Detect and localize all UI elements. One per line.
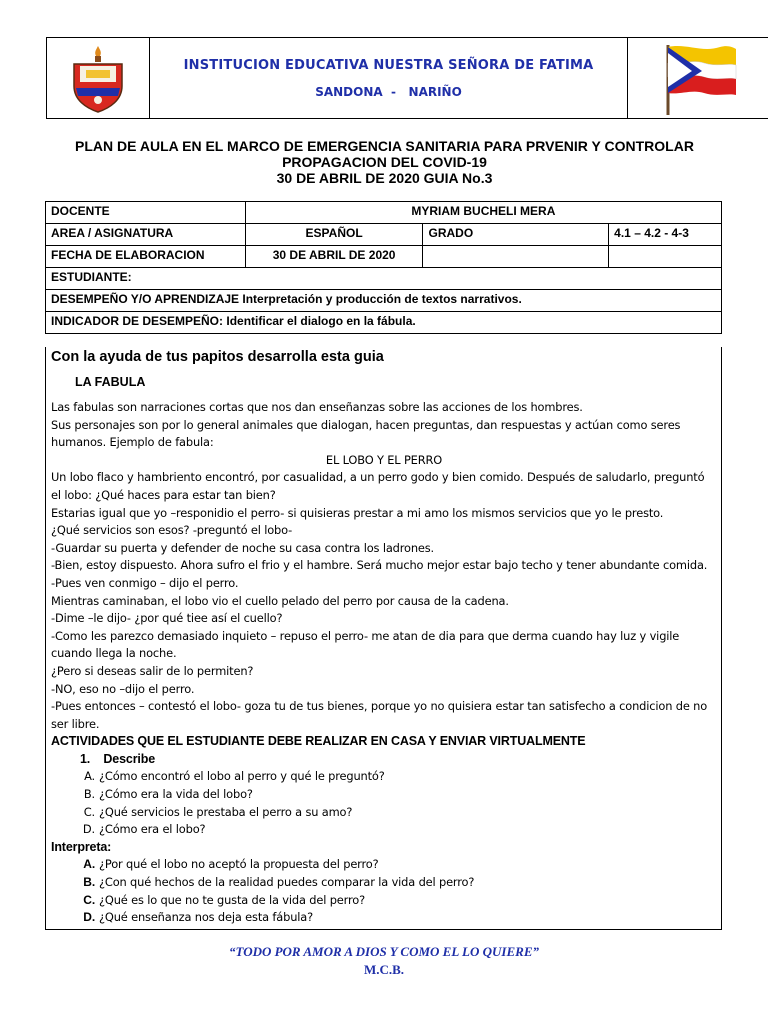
school-logo-cell — [47, 38, 150, 118]
guide-body — [51, 399, 717, 927]
desempeno-value: Interpretación y producción de textos narrativos. — [242, 292, 522, 306]
table-row — [46, 246, 722, 268]
indicador-label: INDICADOR DE DESEMPEÑO: — [51, 314, 224, 328]
list-item — [51, 804, 717, 822]
empty-cell — [423, 246, 609, 268]
empty-cell — [609, 246, 722, 268]
item-letter: C. — [83, 892, 95, 907]
grado-value: 4.1 – 4.2 - 4-3 — [609, 224, 722, 246]
table-row — [46, 268, 722, 290]
item-letter: A. — [83, 857, 95, 872]
story-line: -Bien, estoy dispuesto. Ahora sufro el frio y el hambre. Será mucho mejor estar bajo techo y tener abundante comida. — [51, 558, 708, 573]
info-table — [45, 201, 722, 334]
describe-heading — [51, 751, 717, 769]
grado-label: GRADO — [423, 224, 609, 246]
intro-line: humanos. Ejemplo de fabula: — [51, 435, 214, 450]
item-text: ¿Qué enseñanza nos deja esta fábula? — [99, 910, 314, 925]
fabula-heading: LA FABULA — [75, 375, 146, 389]
story-line: ser libre. — [51, 716, 100, 731]
flag-cell — [627, 38, 768, 118]
item-letter: C. — [83, 804, 95, 819]
story-line: -Guardar su puerta y defender de noche su casa contra los ladrones. — [51, 540, 435, 555]
list-item — [51, 874, 717, 892]
item-text: ¿Cómo era el lobo? — [99, 822, 206, 837]
item-text: ¿Cómo encontró el lobo al perro y qué le preguntó? — [99, 769, 385, 784]
table-row — [46, 224, 722, 246]
story-line: Estarias igual que yo –responidio el perro- si quisieras prestar a mi amo los mismos servicios que yo le presto. — [51, 505, 664, 520]
story-line: cuando llega la noche. — [51, 646, 177, 661]
story-line: Un lobo flaco y hambriento encontró, por casualidad, a un perro godo y bien comido. Después de saludarlo, preguntó — [51, 470, 705, 485]
story-line: el lobo: ¿Qué haces para estar tan bien? — [51, 487, 276, 502]
item-letter: D. — [83, 910, 95, 925]
intro-line: Sus personajes son por lo general animales que dialogan, hacen preguntas, dan respuestas y actúan como seres — [51, 417, 681, 432]
interpreta-heading: Interpreta: — [51, 839, 112, 854]
desempeno-label: DESEMPEÑO Y/O APRENDIZAJE — [51, 292, 240, 306]
item-text: ¿Qué es lo que no te gusta de la vida del perro? — [99, 892, 365, 907]
desempeno-row — [46, 290, 722, 312]
area-value: ESPAÑOL — [245, 224, 423, 246]
story-line: -Dime –le dijo- ¿por qué tiee así el cuello? — [51, 611, 283, 626]
story-line: ¿Qué servicios son esos? -preguntó el lobo- — [51, 523, 293, 538]
describe-list — [51, 768, 717, 838]
item-letter: A. — [84, 769, 95, 784]
item-letter: B. — [83, 875, 95, 890]
interpreta-list — [51, 856, 717, 926]
school-name: INSTITUCION EDUCATIVA NUESTRA SEÑORA DE FATIMA — [183, 57, 594, 73]
school-name-cell — [150, 38, 627, 118]
footer-motto: “TODO POR AMOR A DIOS Y COMO EL LO QUIERE” — [228, 944, 539, 959]
indicador-row — [46, 312, 722, 334]
list-item — [51, 892, 717, 910]
fecha-value: 30 DE ABRIL DE 2020 — [245, 246, 423, 268]
guide-heading: Con la ayuda de tus papitos desarrolla esta guia — [51, 349, 384, 365]
story-line: -Pues ven conmigo – dijo el perro. — [51, 575, 239, 590]
estudiante-label: ESTUDIANTE: — [46, 268, 722, 290]
indicador-value: Identificar el dialogo en la fábula. — [226, 314, 416, 328]
item-text: ¿Qué servicios le prestaba el perro a su amo? — [99, 804, 353, 819]
docente-value: MYRIAM BUCHELI MERA — [245, 202, 721, 224]
list-item — [51, 821, 717, 839]
item-text: ¿Cómo era la vida del lobo? — [99, 787, 253, 802]
fecha-label: FECHA DE ELABORACION — [46, 246, 246, 268]
activities-title: ACTIVIDADES QUE EL ESTUDIANTE DEBE REALIZAR EN CASA Y ENVIAR VIRTUALMENTE — [51, 734, 586, 749]
table-row — [46, 312, 722, 334]
municipal-flag-logo — [662, 39, 742, 117]
table-row — [46, 202, 722, 224]
list-item — [51, 909, 717, 927]
footer-initials: M.C.B. — [363, 962, 405, 977]
guide-content-box — [45, 347, 722, 930]
item-text: ¿Con qué hechos de la realidad puedes comparar la vida del perro? — [99, 875, 475, 890]
item-text: ¿Por qué el lobo no aceptó la propuesta del perro? — [99, 857, 379, 872]
story-line: ¿Pero si deseas salir de lo permiten? — [51, 663, 254, 678]
school-header — [46, 37, 768, 119]
describe-number: 1. — [80, 751, 91, 766]
story-line: Mientras caminaban, el lobo vio el cuello pelado del perro por causa de la cadena. — [51, 593, 509, 608]
item-letter: B. — [83, 787, 95, 802]
story-line: -Pues entonces – contestó el lobo- goza tu de tus bienes, porque yo no quisiera estar tan satisfecho a condicion de no — [51, 699, 708, 714]
item-letter: D. — [82, 822, 95, 837]
list-item — [51, 856, 717, 874]
area-label: AREA / ASIGNATURA — [46, 224, 246, 246]
story-title: EL LOBO Y EL PERRO — [325, 452, 443, 467]
list-item — [51, 786, 717, 804]
plan-title-line-1: PLAN DE AULA EN EL MARCO DE EMERGENCIA SANITARIA PARA PRVENIR Y CONTROLAR — [75, 138, 694, 154]
list-item — [51, 768, 717, 786]
describe-label: Describe — [103, 751, 156, 766]
table-row — [46, 290, 722, 312]
plan-title-line-2: PROPAGACION DEL COVID-19 — [282, 154, 487, 170]
school-crest-logo — [66, 42, 130, 114]
story-line: -NO, eso no –dijo el perro. — [51, 681, 195, 696]
docente-label: DOCENTE — [46, 202, 246, 224]
intro-line: Las fabulas son narraciones cortas que nos dan enseñanzas sobre las acciones de los hombres. — [51, 400, 583, 414]
story-line: -Como les parezco demasiado inquieto – repuso el perro- me atan de dia para que derma cuando hay luz y vigile — [51, 628, 680, 643]
plan-title-line-3: 30 DE ABRIL DE 2020 GUIA No.3 — [276, 170, 493, 186]
school-town: SANDONA - NARIÑO — [315, 84, 462, 99]
